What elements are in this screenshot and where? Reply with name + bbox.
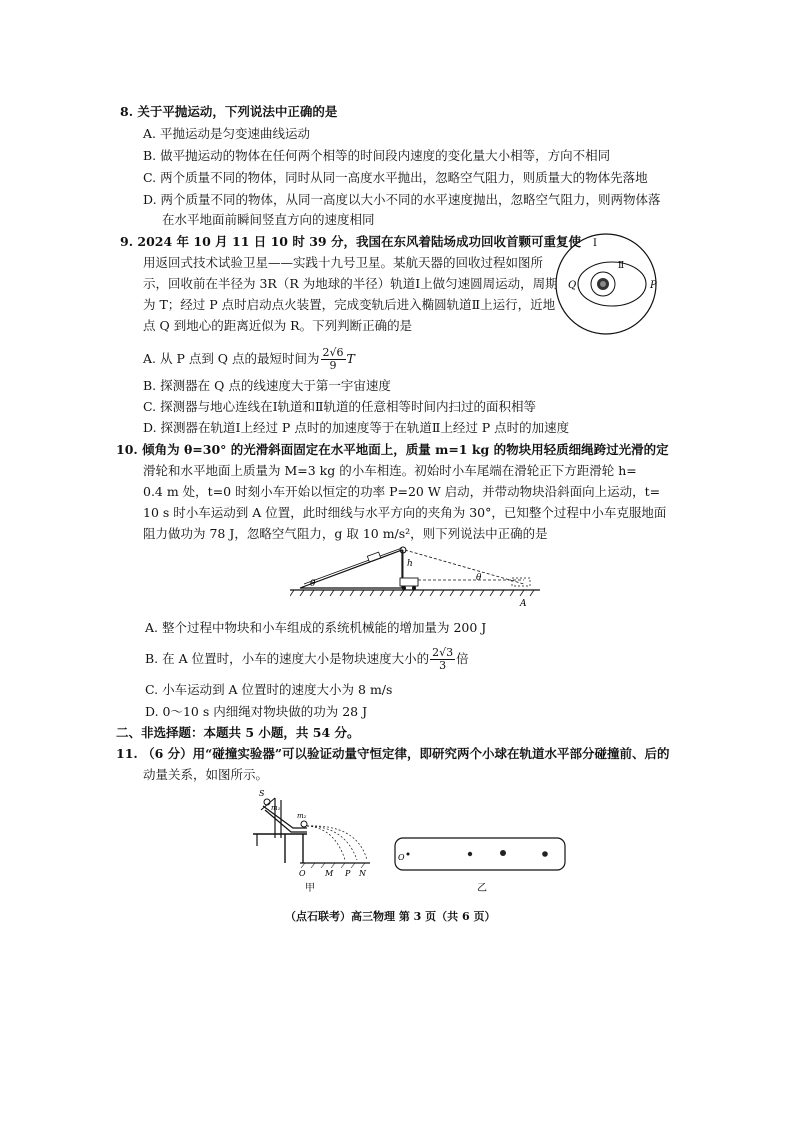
q8-option-d-line1: D. 两个质量不同的物体，从同一高度以大小不同的水平速度抛出，忽略空气阻力，则两物体落 — [143, 192, 661, 207]
q9-option-b: B. 探测器在 Q 点的线速度大于第一宇宙速度 — [143, 378, 391, 393]
orbit-diagram — [552, 228, 662, 338]
q9-line5: 点 Q 到地心的距离近似为 R。下列判断正确的是 — [143, 318, 413, 333]
q10-option-a: A. 整个过程中物块和小车组成的系统机械能的增加量为 200 J — [145, 620, 487, 635]
position-a-label: A — [520, 599, 527, 609]
q9-line2: 用返回式技术试验卫星——实践十九号卫星。某航天器的回收过程如图所 — [143, 255, 544, 270]
label-o: O — [299, 869, 306, 878]
q9-line1: 9. 2024 年 10 月 11 日 10 时 39 分，我国在东风着陆场成功回收首颗可重复使 — [120, 234, 581, 249]
q8-option-b: B. 做平抛运动的物体在任何两个相等的时间段内速度的变化量大小相等，方向不相同 — [143, 148, 611, 163]
q9-line4: 为 T；经过 P 点时启动点火装置，完成变轨后进入椭圆轨道Ⅱ上运行，近地 — [143, 297, 556, 312]
q9-option-d: D. 探测器在轨道Ⅰ上经过 P 点时的加速度等于在轨道Ⅱ上经过 P 点时的加速度 — [143, 420, 570, 435]
q10-option-b-suffix: 倍 — [456, 651, 469, 666]
label-m: M — [325, 869, 334, 878]
q9-line3: 示，回收前在半径为 3R（R 为地球的半径）轨道Ⅰ上做匀速圆周运动，周期 — [143, 276, 558, 291]
q10-option-b-fraction — [430, 647, 455, 672]
q8-option-a: A. 平抛运动是匀变速曲线运动 — [143, 126, 310, 141]
q9-option-a-text: A. 从 P 点到 Q 点的最短时间为 — [143, 351, 320, 366]
q10-line1: 10. 倾角为 θ=30° 的光滑斜面固定在水平地面上，质量 m=1 kg 的物块用轻质细绳跨过光滑的定 — [116, 442, 669, 457]
label-n: N — [359, 869, 366, 878]
q10-option-c: C. 小车运动到 A 位置时的速度大小为 8 m/s — [145, 682, 393, 697]
q10-line3: 0.4 m 处，t=0 时刻小车开始以恒定的功率 P=20 W 启动，并带动物块沿斜面向上运动，t= — [143, 484, 661, 499]
orbit-ii-label: Ⅱ — [618, 261, 625, 271]
q9-option-a-suffix: T — [346, 351, 355, 366]
q11-line2: 动量关系，如图所示。 — [143, 767, 269, 782]
q8-option-d-line2: 在水平地面前瞬间竖直方向的速度相同 — [162, 212, 375, 227]
q8-stem: 8. 关于平抛运动，下列说法中正确的是 — [120, 104, 338, 119]
q9-option-a — [143, 344, 355, 374]
q11-line1: 11. （6 分）用“碰撞实验器”可以验证动量守恒定律，即研究两个小球在轨道水平部分碰撞前、后的 — [116, 746, 670, 761]
h-label: h — [407, 559, 413, 569]
point-p-label: P — [650, 280, 657, 291]
theta2-label: θ — [476, 573, 482, 583]
point-q-label: Q — [568, 280, 577, 291]
q10-line2: 滑轮和水平地面上质量为 M=3 kg 的小车相连。初始时小车尾端在滑轮正下方距滑轮 h= — [143, 463, 637, 478]
q9-fraction-denominator: 9 — [329, 359, 337, 372]
q9-option-c: C. 探测器与地心连线在Ⅰ轨道和Ⅱ轨道的任意相等时间内扫过的面积相等 — [143, 399, 537, 414]
label-o-prime: O — [398, 853, 405, 862]
q10-option-b-text: B. 在 A 位置时，小车的速度大小是物块速度大小的 — [145, 651, 430, 666]
q10-option-b — [145, 644, 469, 674]
fig-yi-label: 乙 — [477, 883, 487, 893]
q10-option-d: D. 0～10 s 内细绳对物块做的功为 28 J — [145, 704, 368, 719]
section-2-heading: 二、非选择题：本题共 5 小题，共 54 分。 — [116, 725, 360, 740]
q10-fraction-numerator: 2√3 — [432, 646, 454, 659]
q10-fraction-denominator: 3 — [439, 659, 447, 672]
q10-line4: 10 s 时小车运动到 A 位置，此时细线与水平方向的夹角为 30°，已知整个过程中小车克服地面 — [143, 505, 667, 520]
q9-option-a-fraction — [321, 347, 346, 372]
fig-jia-label: 甲 — [305, 883, 315, 893]
theta-label: θ — [310, 579, 316, 589]
orbit-i-label: Ⅰ — [593, 238, 597, 249]
incline-diagram — [290, 540, 550, 610]
label-p: P — [345, 869, 351, 878]
page-footer: （点石联考）高三物理 第 3 页（共 6 页） — [285, 910, 496, 923]
q9-fraction-numerator: 2√6 — [322, 346, 344, 359]
label-m2: m₂ — [297, 812, 307, 820]
collision-apparatus-diagram — [245, 788, 575, 893]
q10-line5: 阻力做功为 78 J，忽略空气阻力，g 取 10 m/s²，则下列说法中正确的是 — [143, 526, 548, 541]
q8-option-c: C. 两个质量不同的物体，同时从同一高度水平抛出，忽略空气阻力，则质量大的物体先落地 — [143, 170, 648, 185]
label-m1: m₁ — [271, 804, 281, 812]
label-s: S — [259, 789, 265, 798]
